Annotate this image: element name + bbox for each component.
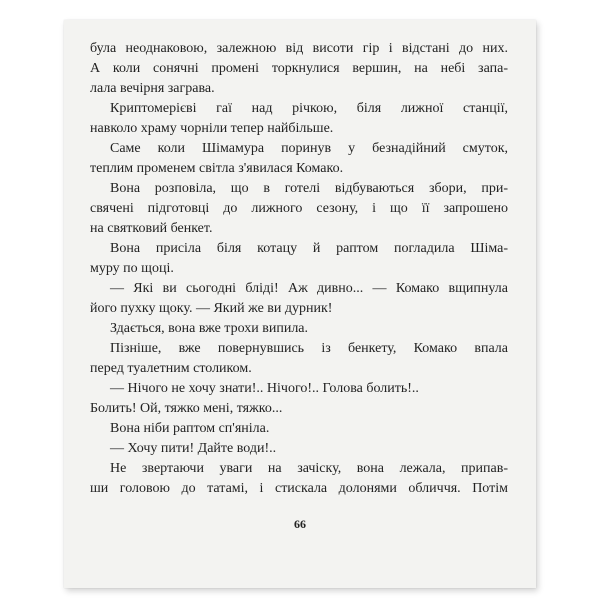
text-line: теплим променем світла з'явилася Комако. <box>90 161 344 176</box>
text-line: — Які ви сьогодні бліді! Аж дивно... — Комако вщипнула <box>110 281 508 296</box>
text-line: Вона присіла біля котацу й раптом погладила Шіма- <box>110 241 508 256</box>
text-line: лала вечірня заграва. <box>90 81 215 96</box>
text-line: Болить! Ой, тяжко мені, тяжко... <box>90 401 283 416</box>
text-line: Здається, вона вже трохи випила. <box>110 321 309 336</box>
text-line: Вона розповіла, що в готелі відбуваються збори, при- <box>110 181 508 196</box>
text-line: навколо храму чорніли тепер найбільше. <box>90 121 334 136</box>
text-line: Саме коли Шімамура поринув у безнадійний смуток, <box>110 141 508 156</box>
text-line: його пухку щоку. — Який же ви дурник! <box>90 301 333 316</box>
body-text <box>90 39 508 499</box>
text-line: перед туалетним столиком. <box>90 361 252 376</box>
book-page <box>64 20 536 588</box>
text-line: на святковий бенкет. <box>90 221 213 236</box>
text-line: — Нічого не хочу знати!.. Нічого!.. Голова болить!.. <box>110 381 419 396</box>
text-line: свячені підготовці до лижного сезону, і що її запрошено <box>90 201 508 216</box>
text-line: — Хочу пити! Дайте води!.. <box>110 441 277 456</box>
text-line: Не звертаючи уваги на зачіску, вона лежала, припав- <box>110 461 508 476</box>
text-line: ши головою до татамі, і стискала долонями обличчя. Потім <box>90 481 508 496</box>
text-line: Вона ніби раптом сп'яніла. <box>110 421 270 436</box>
text-line: Пізніше, вже повернувшись із бенкету, Комако впала <box>110 341 508 356</box>
text-line: А коли сонячні промені торкнулися вершин, на небі запа- <box>90 61 508 76</box>
text-line: муру по щоці. <box>90 261 174 276</box>
page-number: 66 <box>294 517 306 531</box>
text-line: Криптомерієві гаї над річкою, біля лижної станції, <box>110 101 508 116</box>
text-line: була неоднаковою, залежною від висоти гір і відстані до них. <box>90 41 508 56</box>
